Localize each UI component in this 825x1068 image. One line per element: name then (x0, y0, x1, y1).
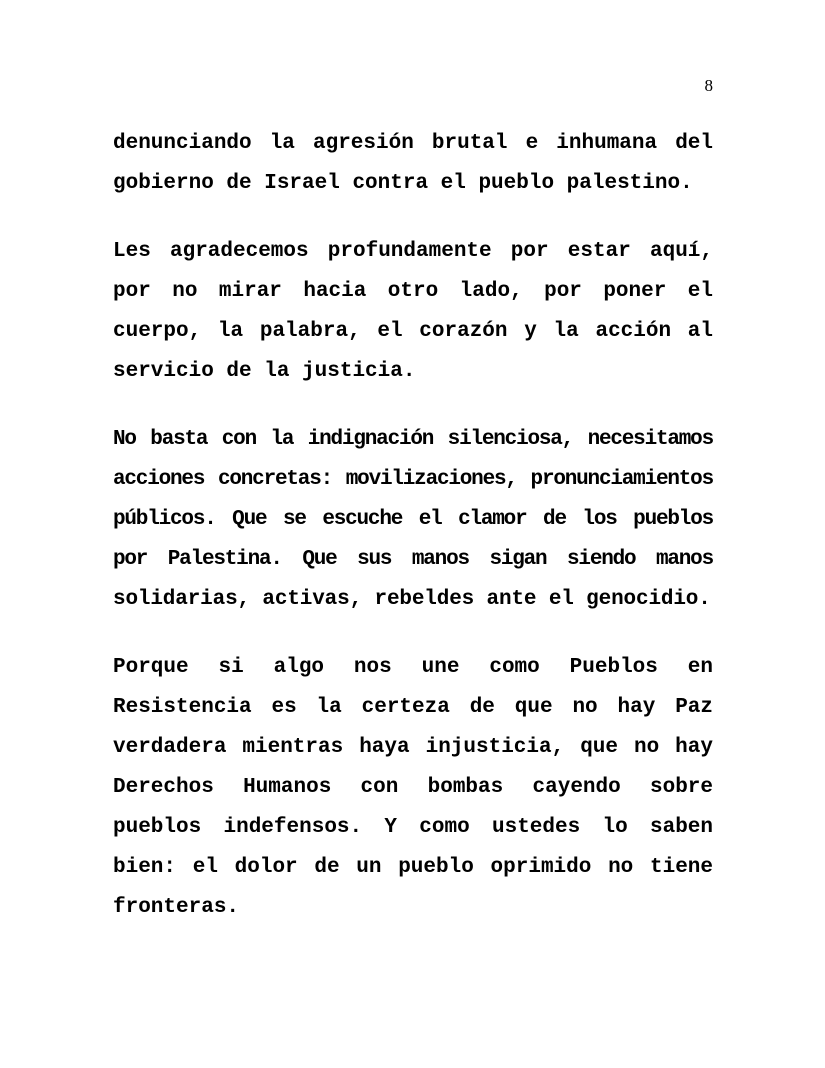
paragraph (113, 420, 713, 620)
text-line: fronteras. (113, 896, 240, 919)
text-line: servicio de la justicia. (113, 360, 416, 383)
text-line: Derechos Humanos con bombas cayendo sobre (113, 776, 713, 799)
text-line: acciones concretas: movilizaciones, pronunciamientos (113, 468, 713, 491)
text-line: Porque si algo nos une como Pueblos en (113, 656, 713, 679)
text-line: solidarias, activas, rebeldes ante el genocidio. (113, 588, 711, 611)
text-line: No basta con la indignación silenciosa, necesitamos (113, 428, 713, 451)
paragraph (113, 124, 713, 204)
document-body (113, 124, 713, 928)
paragraph (113, 232, 713, 392)
page-header (113, 75, 713, 97)
text-line: pueblos indefensos. Y como ustedes lo saben (113, 816, 713, 839)
text-line: denunciando la agresión brutal e inhumana del (113, 132, 713, 155)
text-line: bien: el dolor de un pueblo oprimido no tiene (113, 856, 713, 879)
text-line: por no mirar hacia otro lado, por poner el (113, 280, 713, 303)
text-line: por Palestina. Que sus manos sigan siendo manos (113, 548, 713, 571)
text-line: públicos. Que se escuche el clamor de los pueblos (113, 508, 713, 531)
page-number: 8 (704, 76, 713, 95)
paragraph (113, 648, 713, 928)
text-line: Les agradecemos profundamente por estar aquí, (113, 240, 713, 263)
text-line: cuerpo, la palabra, el corazón y la acción al (113, 320, 713, 343)
text-line: gobierno de Israel contra el pueblo palestino. (113, 172, 693, 195)
text-line: Resistencia es la certeza de que no hay Paz (113, 696, 713, 719)
text-line: verdadera mientras haya injusticia, que no hay (113, 736, 713, 759)
